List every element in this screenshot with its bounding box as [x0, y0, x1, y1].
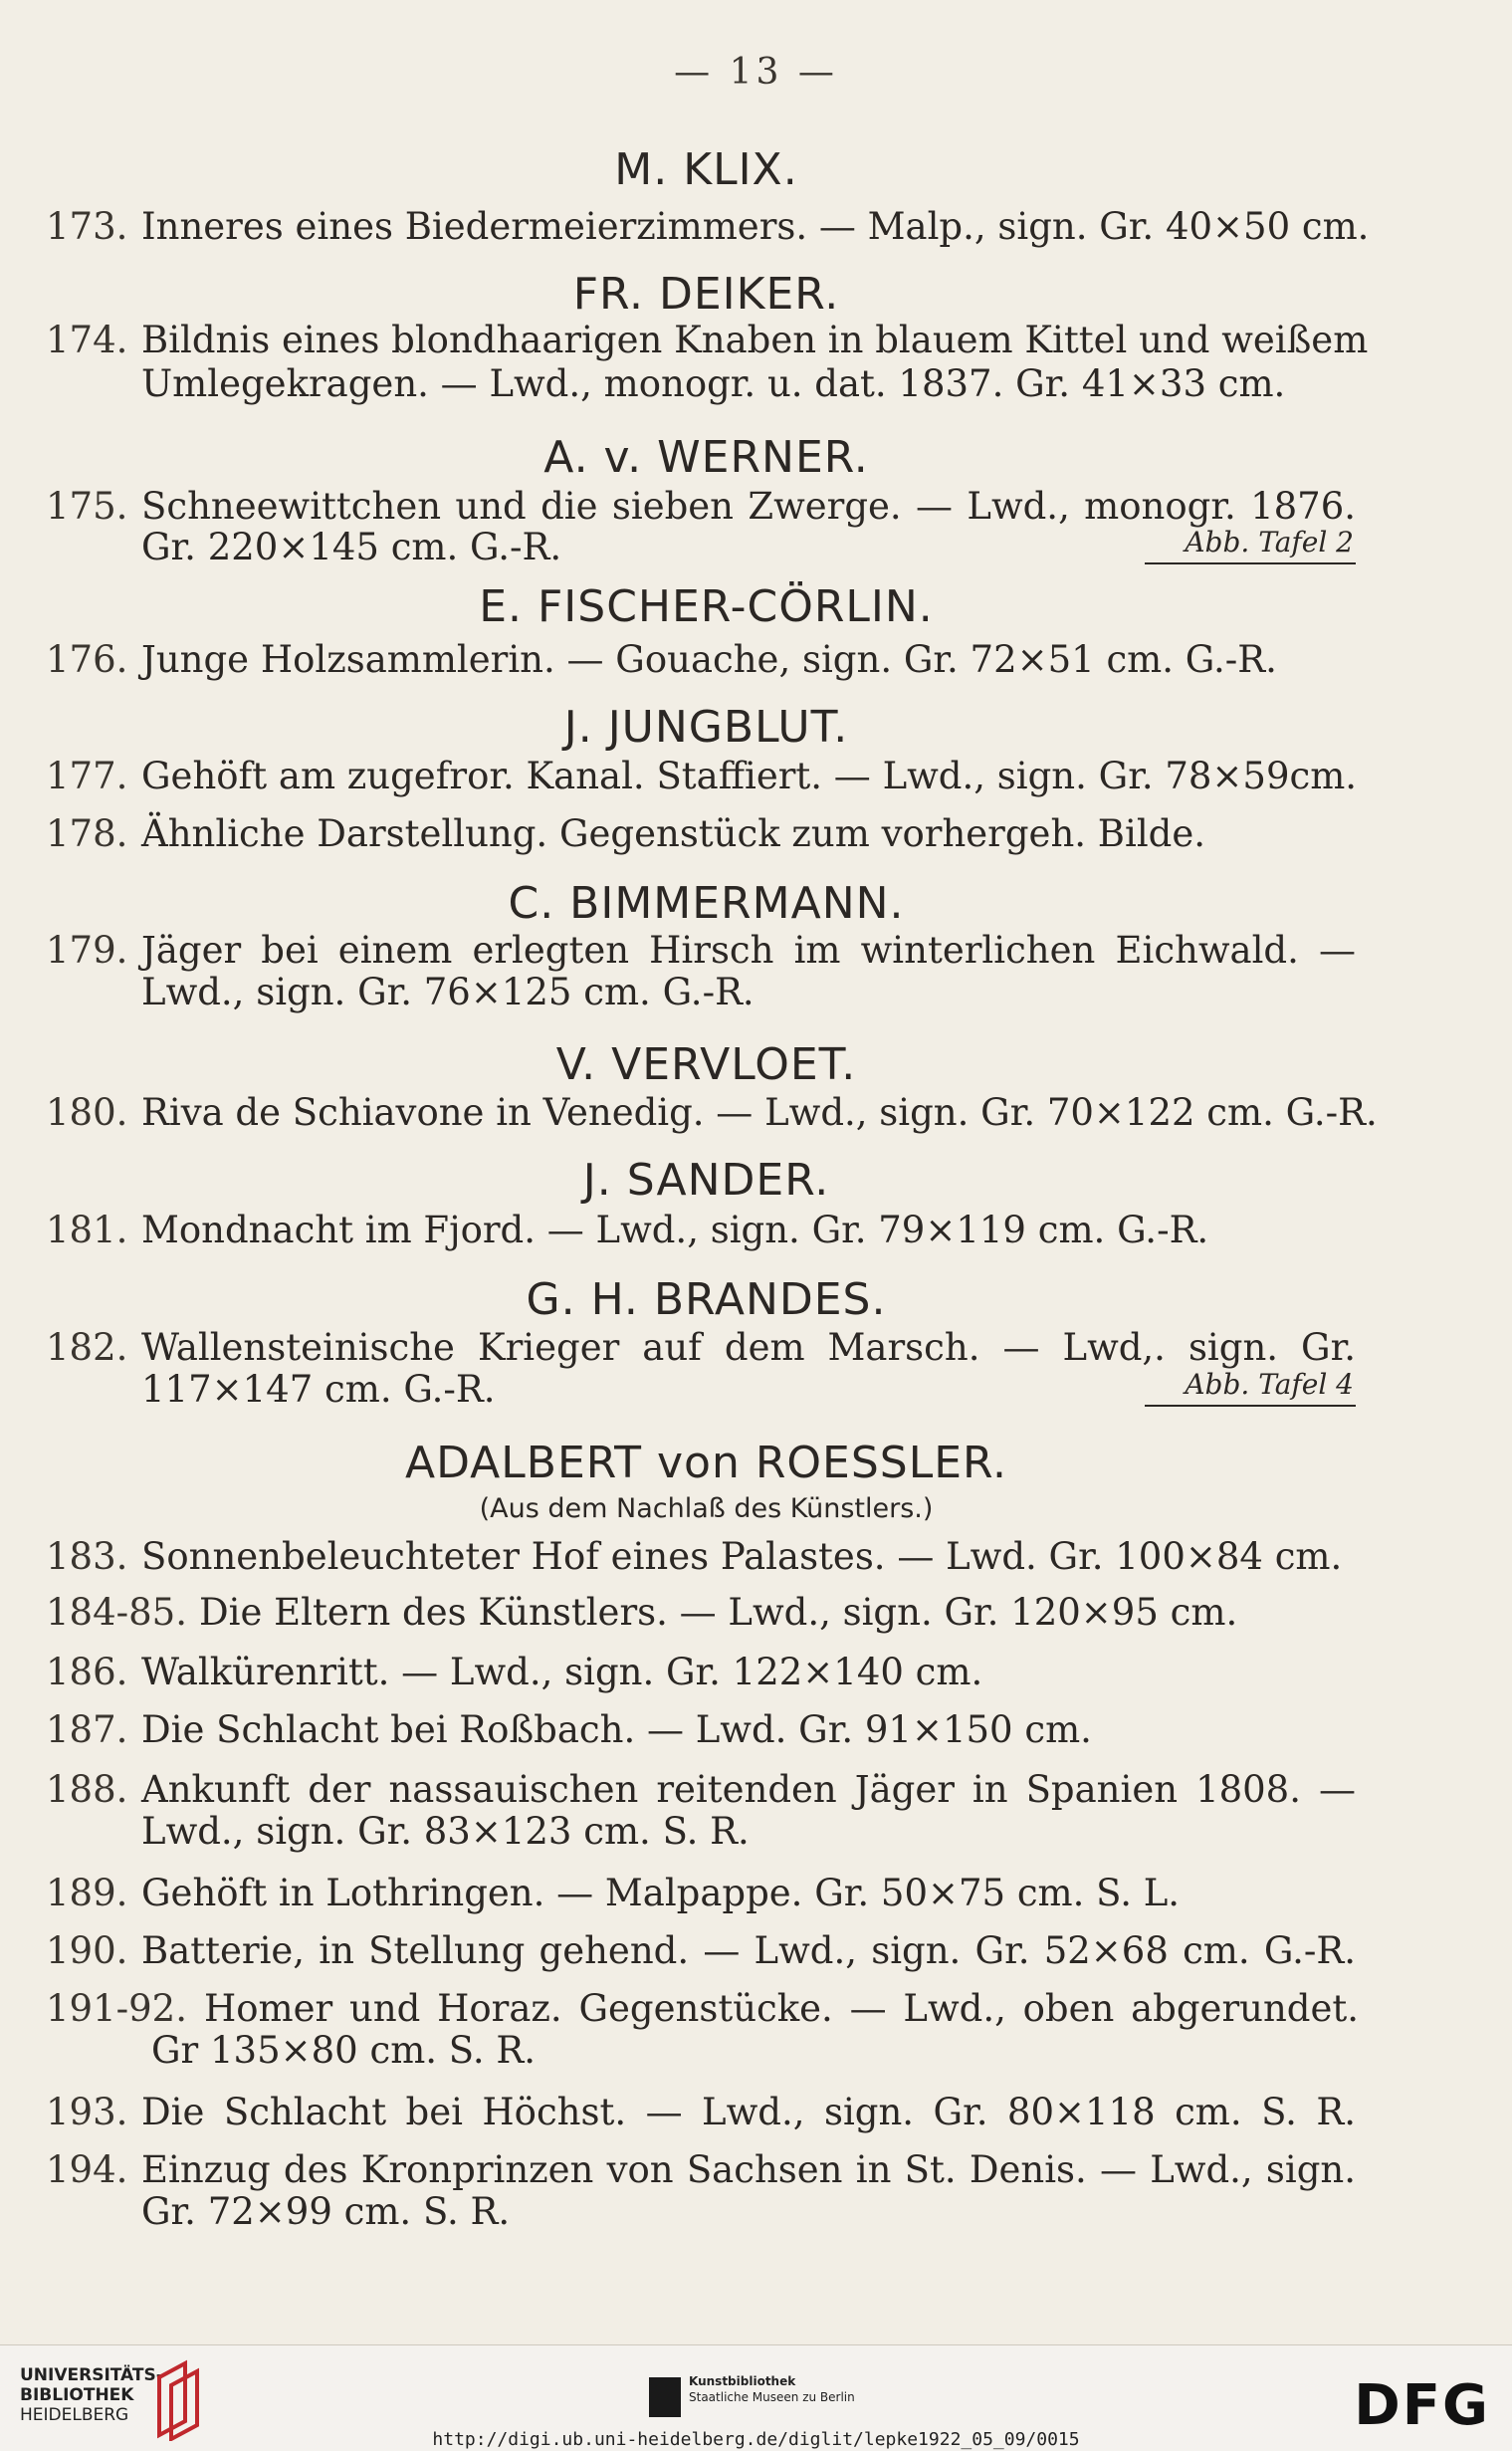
entry-text: Ankunft der nassauischen reitenden Jäger in Spanien 1808. — [141, 1768, 1356, 1811]
entry-number: 176. [46, 638, 128, 681]
entry-number: 194. [46, 2148, 128, 2191]
entry-number: 183. [46, 1535, 128, 1578]
artist-heading: FR. DEIKER. [572, 269, 840, 320]
entry-text: Batterie, in Stellung gehend. — Lwd., sign. Gr. 52×68 cm. G.-R. [141, 1929, 1356, 1972]
entry-text: Die Schlacht bei Höchst. — Lwd., sign. Gr. 80×118 cm. S. R. [141, 2091, 1356, 2133]
entry-text: Gr 135×80 cm. S. R. [151, 2029, 536, 2072]
entry-text: Einzug des Kronprinzen von Sachsen in St. Denis. — Lwd., sign. [141, 2148, 1356, 2191]
entry-text: Ähnliche Darstellung. Gegenstück zum vorhergeh. Bilde. [141, 812, 1205, 855]
entry-number: 178. [46, 812, 128, 855]
entry-text: Lwd., sign. Gr. 83×123 cm. S. R. [141, 1810, 750, 1853]
artist-heading: A. v. WERNER. [543, 432, 869, 483]
entry-number: 189. [46, 1872, 128, 1914]
entry-text: Wallensteinische Krieger auf dem Marsch. — Lwd,. sign. Gr. [141, 1326, 1356, 1369]
university-library-logo-text [20, 2365, 163, 2425]
entry-text: Gr. 220×145 cm. G.-R. [141, 526, 562, 568]
entry-text: Sonnenbeleuchteter Hof eines Palastes. — Lwd. Gr. 100×84 cm. [141, 1535, 1343, 1578]
entry-text: Walkürenritt. — Lwd., sign. Gr. 122×140 cm. [141, 1651, 983, 1693]
entry-number: 188. [46, 1768, 128, 1811]
artist-heading: J. SANDER. [582, 1155, 830, 1206]
entry-text: Jäger bei einem erlegten Hirsch im winterlichen Eichwald. — [141, 929, 1356, 972]
page-number: — 13 — [674, 52, 838, 93]
artist-subtitle: (Aus dem Nachlaß des Künstlers.) [479, 1493, 934, 1524]
artist-heading: J. JUNGBLUT. [563, 702, 849, 753]
entry-text: Homer und Horaz. Gegenstücke. — Lwd., oben abgerundet. [204, 1987, 1359, 2030]
dfg-logo: DFG [1354, 2373, 1490, 2438]
artist-heading: ADALBERT von ROESSLER. [404, 1438, 1008, 1488]
kb-subtitle: Staatliche Museen zu Berlin [689, 2390, 855, 2404]
entry-text: Inneres eines Biedermeierzimmers. — Malp., sign. Gr. 40×50 cm. [141, 205, 1370, 248]
kunstbibliothek-logo-text [689, 2373, 855, 2405]
artist-heading: E. FISCHER-CÖRLIN. [479, 581, 934, 632]
uni-name-line: HEIDELBERG [20, 2405, 129, 2425]
kunstbibliothek-icon [649, 2377, 681, 2417]
entry-number: 177. [46, 755, 128, 797]
entry-number: 179. [46, 929, 128, 972]
entry-text: Bildnis eines blondhaarigen Knaben in blauem Kittel und weißem [141, 319, 1369, 361]
artist-heading: G. H. BRANDES. [526, 1274, 887, 1325]
entry-text: Umlegekragen. — Lwd., monogr. u. dat. 1837. Gr. 41×33 cm. [141, 362, 1286, 405]
entry-text: Gehöft in Lothringen. — Malpappe. Gr. 50×75 cm. S. L. [141, 1872, 1181, 1914]
artist-heading: M. KLIX. [614, 144, 798, 195]
entry-text: Die Schlacht bei Roßbach. — Lwd. Gr. 91×150 cm. [141, 1708, 1092, 1751]
entry-text: 117×147 cm. G.-R. [141, 1368, 496, 1411]
entry-number: 190. [46, 1929, 128, 1972]
entry-text: Schneewittchen und die sieben Zwerge. — Lwd., monogr. 1876. [141, 485, 1356, 528]
entry-number: 187. [46, 1708, 128, 1751]
entry-text: Gr. 72×99 cm. S. R. [141, 2190, 511, 2233]
entry-text: Mondnacht im Fjord. — Lwd., sign. Gr. 79×119 cm. G.-R. [141, 1209, 1209, 1251]
uni-name-line: BIBLIOTHEK [20, 2385, 134, 2405]
entry-number: 174. [46, 319, 128, 361]
entry-number: 173. [46, 205, 128, 248]
plate-reference: Abb. Tafel 4 [1145, 1368, 1356, 1407]
entry-number: 182. [46, 1326, 128, 1369]
entry-text: Junge Holzsammlerin. — Gouache, sign. Gr. 72×51 cm. G.-R. [141, 638, 1277, 681]
permalink-url[interactable]: http://digi.ub.uni-heidelberg.de/diglit/lepke1922_05_09/0015 [432, 2429, 1080, 2450]
kb-name: Kunstbibliothek [689, 2374, 796, 2388]
digitization-footer [0, 2344, 1512, 2451]
plate-reference: Abb. Tafel 2 [1145, 526, 1356, 564]
entry-number: 175. [46, 485, 128, 528]
artist-heading: V. VERVLOET. [555, 1039, 857, 1090]
entry-number: 193. [46, 2091, 128, 2133]
entry-number: 184-85. [46, 1591, 187, 1634]
entry-text: Die Eltern des Künstlers. — Lwd., sign. Gr. 120×95 cm. [199, 1591, 1238, 1634]
entry-number: 180. [46, 1091, 128, 1134]
entry-text: Gehöft am zugefror. Kanal. Staffiert. — Lwd., sign. Gr. 78×59cm. [141, 755, 1358, 797]
entry-number: 186. [46, 1651, 128, 1693]
artist-heading: C. BIMMERMANN. [508, 878, 905, 929]
entry-number: 191-92. [46, 1987, 187, 2030]
uni-name-line: UNIVERSITÄTS- [20, 2365, 163, 2385]
entry-number: 181. [46, 1209, 128, 1251]
entry-text: Lwd., sign. Gr. 76×125 cm. G.-R. [141, 971, 755, 1013]
entry-text: Riva de Schiavone in Venedig. — Lwd., sign. Gr. 70×122 cm. G.-R. [141, 1091, 1378, 1134]
